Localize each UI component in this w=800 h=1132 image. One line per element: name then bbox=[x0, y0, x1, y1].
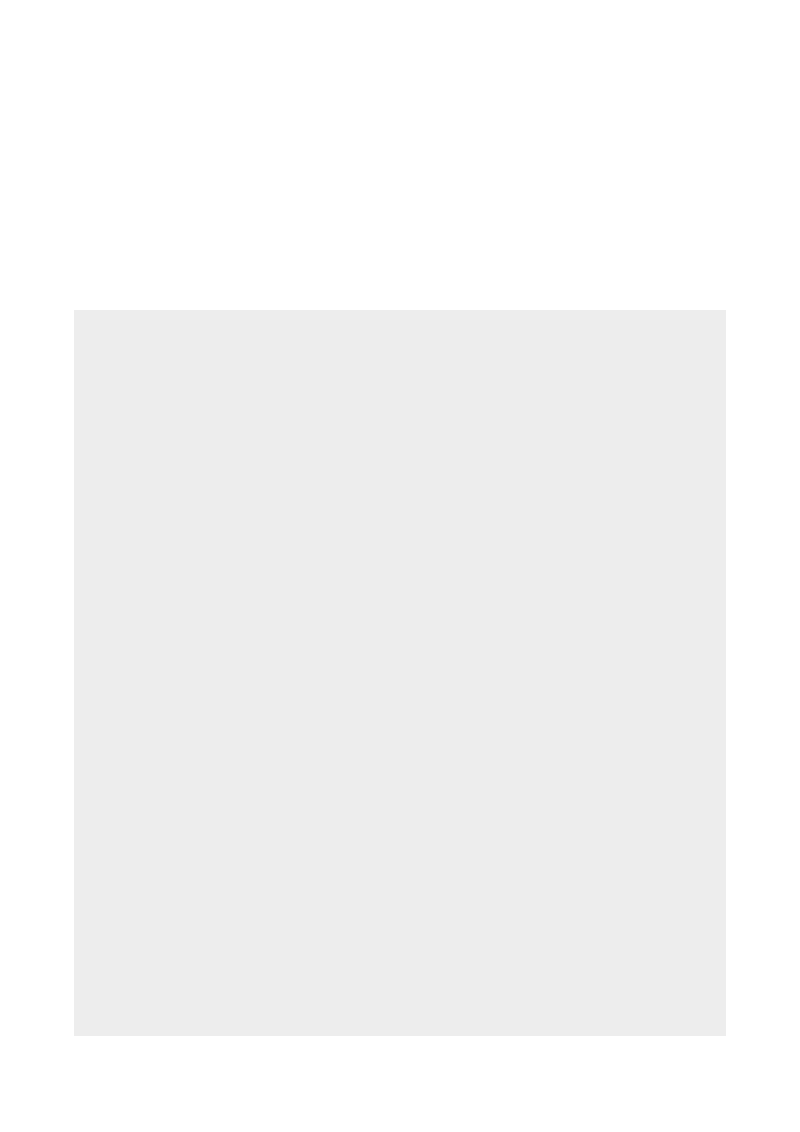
answer-section bbox=[74, 310, 726, 1036]
